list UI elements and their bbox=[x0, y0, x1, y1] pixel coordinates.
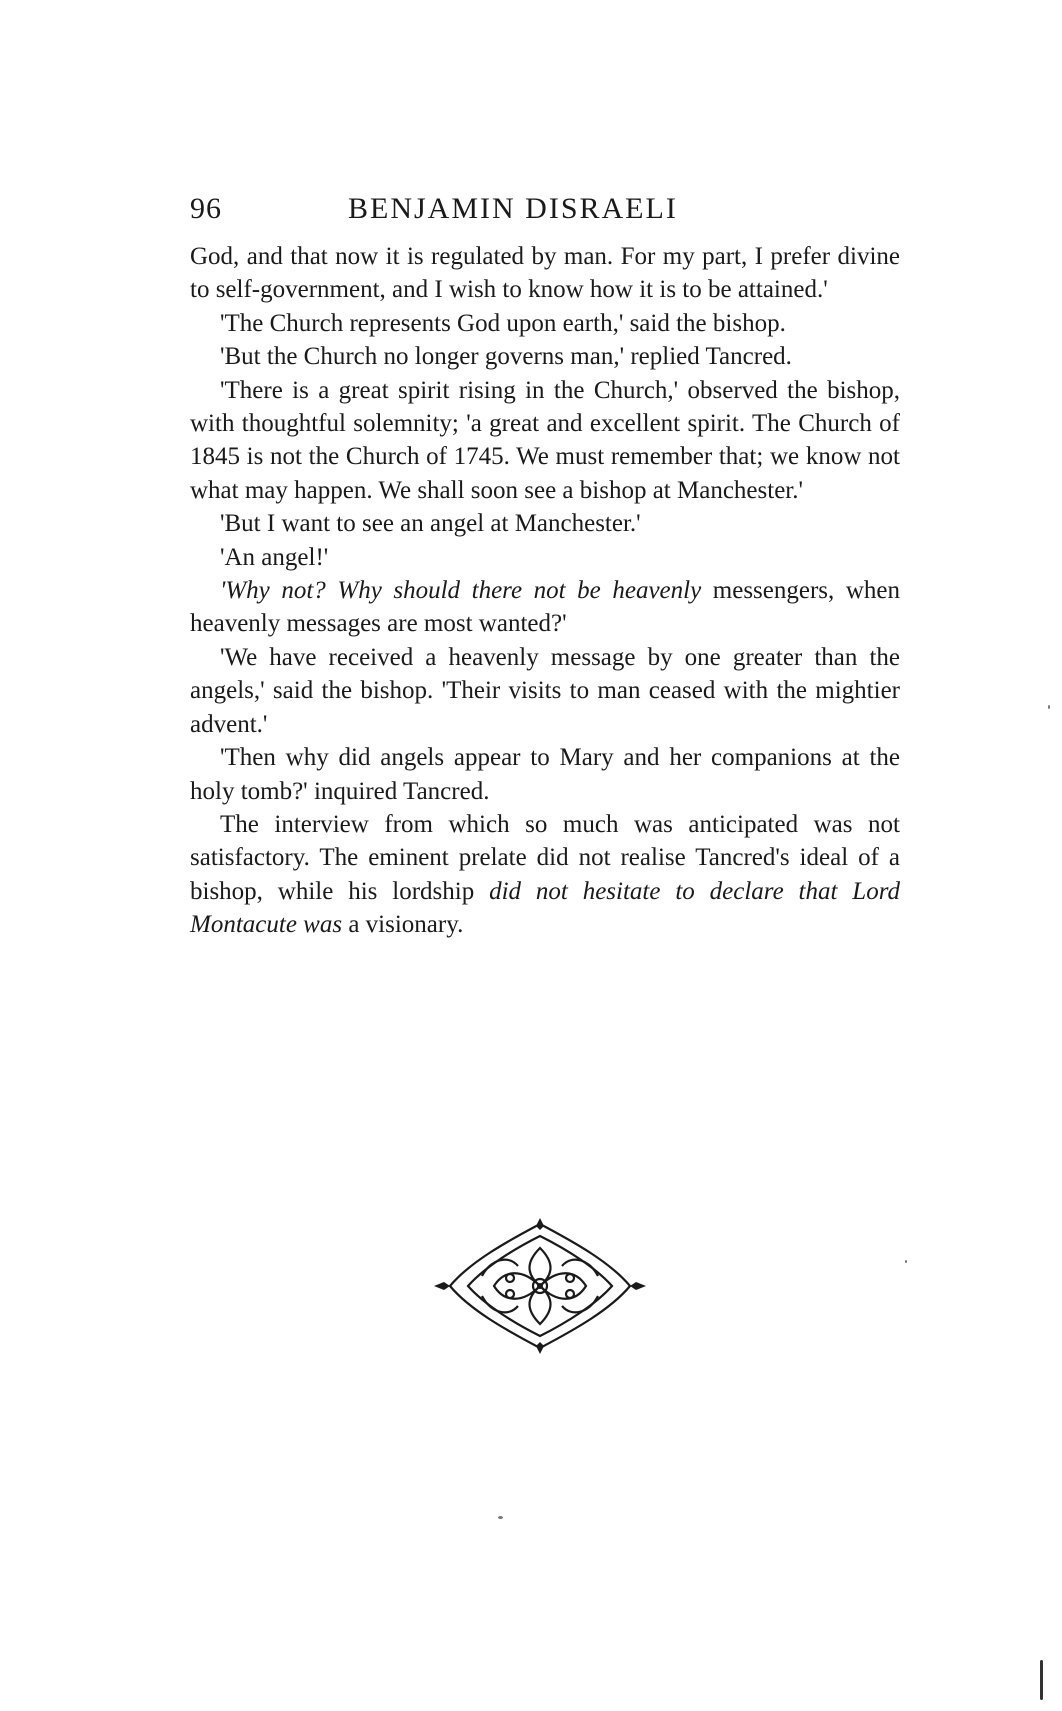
paragraph-8: 'We have received a heavenly message by one greater than the angels,' said the bishop. 'Their visits to man ceased with the mightier advent.' bbox=[190, 643, 900, 738]
paragraph-4: 'There is a great spirit rising in the Church,' observed the bishop, with thoughtful solemnity; 'a great and excellent spirit. The Church of 1845 is not the Church of 1745. We must remember that; we know not what may happen. We shall soon see a bishop at Manchester.' bbox=[190, 376, 900, 504]
paper-speck bbox=[1048, 705, 1050, 709]
paper-speck bbox=[1040, 1660, 1043, 1700]
ornament-icon bbox=[434, 1218, 646, 1354]
paragraph-10 bbox=[190, 808, 900, 942]
paragraph-7-rest: messengers, when heavenly messages are most wanted?' bbox=[190, 577, 901, 638]
paragraph-5: 'But I want to see an angel at Manchester.' bbox=[220, 510, 641, 538]
paragraph-2: 'The Church represents God upon earth,' said the bishop. bbox=[220, 309, 786, 337]
paragraph-7-italic: 'Why not? Why should there not be heavenly bbox=[220, 577, 702, 605]
book-page bbox=[190, 186, 900, 942]
paper-speck bbox=[905, 1260, 907, 1263]
body-text bbox=[190, 240, 900, 942]
paragraph-10-end: a visionary. bbox=[348, 911, 464, 939]
running-head bbox=[190, 186, 900, 236]
running-title: BENJAMIN DISRAELI bbox=[348, 192, 678, 225]
paragraph-1: God, and that now it is regulated by man. For my part, I prefer divine to self-government, and I wish to know how it is to be attained.' bbox=[190, 243, 900, 304]
paragraph-9: 'Then why did angels appear to Mary and her companions at the holy tomb?' inquired Tancred. bbox=[190, 744, 900, 805]
paper-speck bbox=[498, 1516, 503, 1519]
page-number: 96 bbox=[190, 192, 222, 225]
paragraph-6: 'An angel!' bbox=[220, 543, 329, 571]
paragraph-3: 'But the Church no longer governs man,' replied Tancred. bbox=[220, 343, 792, 371]
paragraph-10-italic: did not hesitate to declare that Lord Montacute was bbox=[190, 877, 901, 939]
paragraph-10-start: The interview from which so much was anticipated was not satisfactory. The eminent prelate did not realise Tancred's ideal of a bishop, while his lordship bbox=[190, 810, 900, 905]
paragraph-7 bbox=[190, 574, 900, 641]
